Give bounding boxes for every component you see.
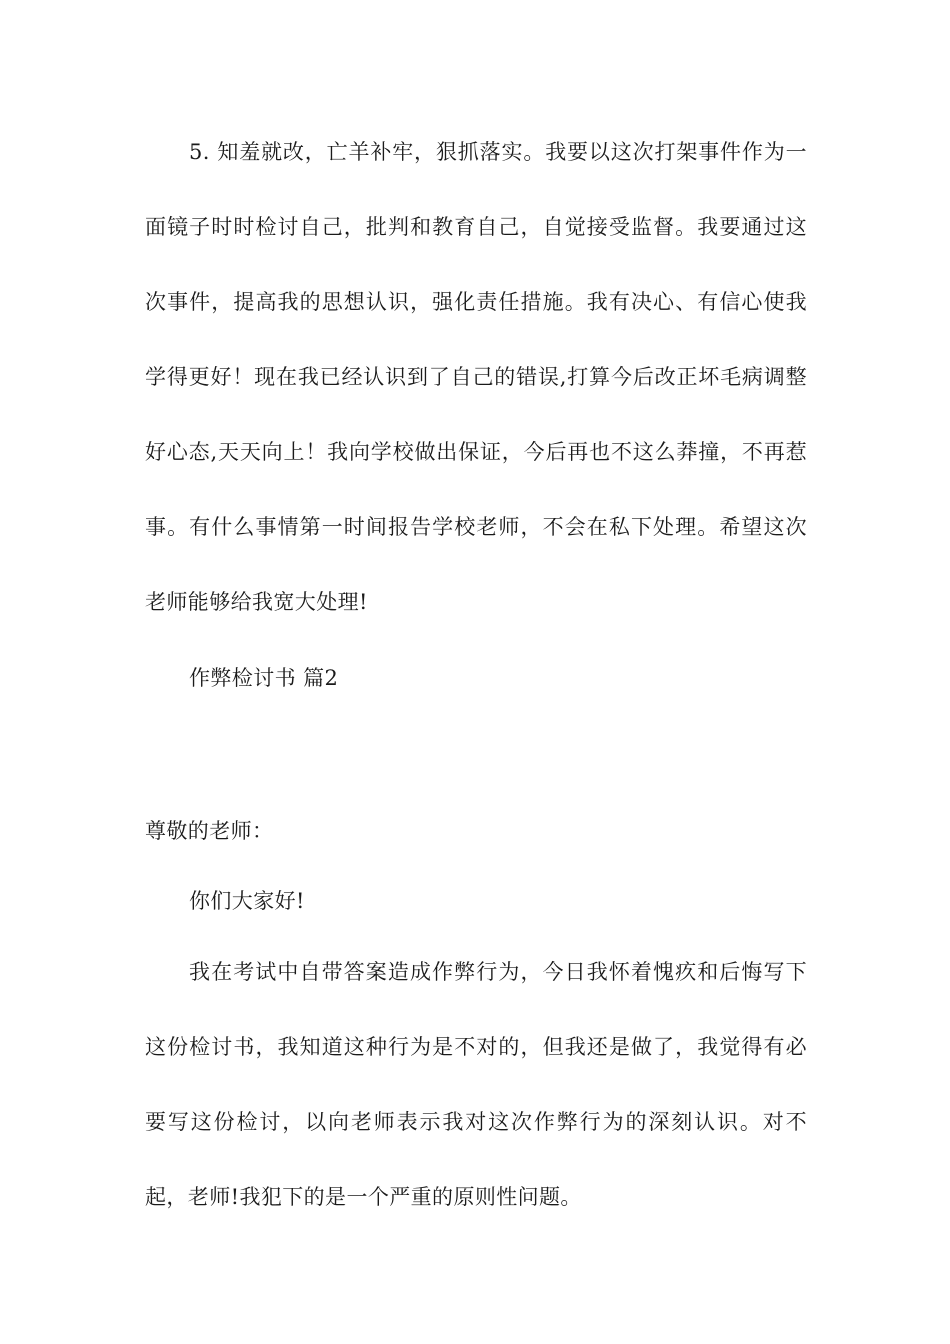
letter-salutation: 尊敬的老师：: [145, 819, 274, 843]
paragraph-commitment: 5. 知羞就改，亡羊补牢，狠抓落实。我要以这次打架事件作为一面镜子时时检讨自己，批判和教育自己，自觉接受监督。我要通过这次事件，提高我的思想认识，强化责任措施。我有决心、有信心使我学得更好！现在我已经认识到了自己的错误,打算今后改正坏毛病调整好心态,天天向上！我向学校做出保证，今后再也不这么莽撞，不再惹事。有什么事情第一时间报告学校老师，不会在私下处理。希望这次老师能够给我宽大处理!: [145, 140, 807, 614]
body-text-section-2: [145, 935, 807, 1235]
body-text-section-1: [145, 115, 807, 640]
paragraph-confession: 我在考试中自带答案造成作弊行为，今日我怀着愧疚和后悔写下这份检讨书，我知道这种行为是不对的，但我还是做了，我觉得有必要写这份检讨，以向老师表示我对这次作弊行为的深刻认识。对不起，老师!我犯下的是一个严重的原则性问题。: [145, 960, 807, 1209]
section-heading: 作弊检讨书 篇2: [189, 666, 339, 690]
letter-greeting: 你们大家好!: [189, 889, 305, 913]
